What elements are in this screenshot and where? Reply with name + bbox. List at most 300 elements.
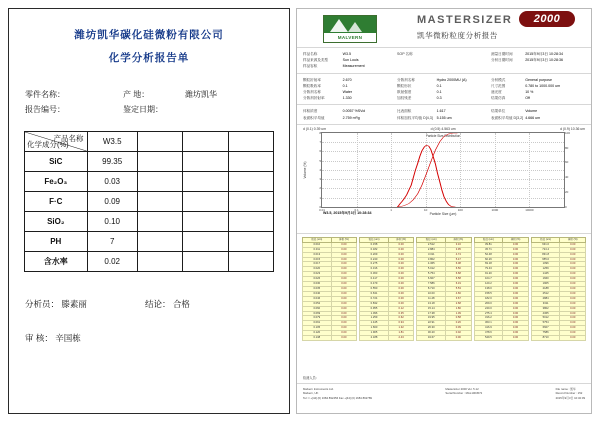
cell-size: 0.316 — [360, 267, 389, 272]
report-header — [297, 9, 591, 48]
residual-value: 0.3 — [436, 96, 442, 101]
cell-volume: 6.08 — [446, 262, 472, 267]
cell-volume: 0.00 — [388, 257, 414, 262]
cell-volume: 0.00 — [331, 272, 357, 277]
measure-datetime-value: 2015年9月3日 10:28:34 — [525, 52, 563, 56]
cell-volume: 0.00 — [503, 336, 529, 341]
particle-shape-value: 0.1 — [436, 83, 442, 88]
result-emulation-value: Off — [525, 96, 530, 101]
cell-size: 5754 — [531, 321, 560, 326]
cell-size: 10.00 — [417, 291, 446, 296]
cell-size: 30.20 — [417, 331, 446, 336]
row-value — [183, 252, 228, 272]
cell-size: 15.14 — [417, 306, 446, 311]
cell-size: 0.240 — [360, 257, 389, 262]
cell-size: 0.275 — [360, 262, 389, 267]
cell-volume: 0.00 — [503, 296, 529, 301]
cell-size: 8710 — [531, 336, 560, 341]
cell-volume: 0.94 — [388, 321, 414, 326]
cell-volume: 0.00 — [503, 331, 529, 336]
cell-volume: 0.00 — [331, 321, 357, 326]
cell-volume: 0.00 — [503, 272, 529, 277]
report-footer — [297, 383, 591, 413]
approver-label: 审 核： — [25, 333, 53, 343]
xtick: 0.01 — [319, 207, 325, 212]
cell-size: 182.0 — [474, 296, 503, 301]
footer-file — [556, 387, 585, 410]
cell-size: 0.417 — [360, 277, 389, 282]
cell-size: 0.026 — [303, 277, 332, 282]
cell-volume: 0.00 — [331, 262, 357, 267]
cell-size: 0.955 — [360, 306, 389, 311]
cell-size: 4.365 — [417, 262, 446, 267]
cell-volume: 1.32 — [388, 326, 414, 331]
particle-abs-value: 0.1 — [342, 83, 348, 88]
cell-volume: 4.74 — [446, 252, 472, 257]
cell-size: 240.0 — [474, 306, 503, 311]
cell-size: 39.81 — [474, 242, 503, 247]
ytick-left: 8 — [319, 130, 321, 135]
cell-volume: 0.00 — [331, 247, 357, 252]
field-row — [397, 51, 487, 57]
particle-size-chart — [297, 125, 591, 234]
scatter-value: 0.1 — [436, 90, 442, 95]
cell-volume: 0.00 — [388, 252, 414, 257]
approver-value: 辛国栋 — [55, 333, 81, 343]
cell-size: 1259 — [531, 267, 560, 272]
cell-size: 0.013 — [303, 252, 332, 257]
cell-volume: 0.00 — [560, 282, 586, 287]
table-header-row — [25, 132, 274, 152]
statistics-grid — [303, 108, 585, 120]
cell-volume: 2.68 — [446, 301, 472, 306]
field-row — [491, 57, 581, 63]
footer-line: Record Number : 152 — [555, 391, 583, 396]
ytick-left: 4 — [319, 167, 321, 172]
row-value: 0.03 — [87, 172, 137, 192]
cell-volume: 1.80 — [446, 306, 472, 311]
cell-volume: 0.00 — [560, 267, 586, 272]
statistics-block — [297, 105, 591, 124]
cell-size: 5.012 — [417, 267, 446, 272]
cell-volume: 0.00 — [331, 282, 357, 287]
cell-size: 2.188 — [360, 336, 389, 341]
cell-volume: 0.00 — [560, 247, 586, 252]
cell-volume: 0.00 — [560, 316, 586, 321]
ytick-right: 40 — [565, 175, 569, 180]
cell-size: 79.43 — [474, 267, 503, 272]
cell-volume: 0.00 — [503, 277, 529, 282]
col-volume: 体积 (%) — [446, 237, 472, 242]
x-axis-label: Particle Size (μm) — [429, 211, 457, 216]
table-row — [360, 336, 414, 341]
ytick-left: 2 — [319, 186, 321, 191]
cell-size: 0.724 — [360, 296, 389, 301]
chemical-analysis-report — [8, 8, 290, 414]
brand-badge: 2000 — [519, 11, 575, 27]
cell-volume: 0.00 — [560, 326, 586, 331]
sample-info-col-2 — [397, 51, 491, 70]
cell-size: 26.30 — [417, 326, 446, 331]
cell-volume: 0.00 — [388, 291, 414, 296]
cell-size: 91.20 — [474, 272, 503, 277]
field-row — [303, 63, 393, 69]
col-size: 粒径 (um) — [303, 237, 332, 242]
sample-info-block — [297, 48, 591, 74]
d90-value: 10.36 um — [570, 126, 585, 131]
row-value — [137, 232, 182, 252]
cell-size: 2.512 — [417, 242, 446, 247]
cell-volume: 0.00 — [331, 301, 357, 306]
cell-volume: 3.67 — [446, 296, 472, 301]
cell-size: 3.311 — [417, 252, 446, 257]
cell-volume: 0.00 — [503, 267, 529, 272]
table-row — [417, 336, 471, 341]
col-size: 粒径 (um) — [417, 237, 446, 242]
chart-curves — [322, 133, 564, 207]
parameters-col-mid — [397, 77, 491, 102]
cell-size: 1905 — [531, 282, 560, 287]
dispersant-ri-value: 1.330 — [342, 96, 352, 101]
cell-size: 0.120 — [303, 331, 332, 336]
cell-volume: 0.00 — [560, 257, 586, 262]
result-table-5 — [531, 237, 586, 341]
cell-size: 363.1 — [474, 321, 503, 326]
cell-volume: 0.00 — [503, 326, 529, 331]
sample-info-col-1 — [303, 51, 397, 70]
field-row — [491, 115, 581, 121]
cell-volume: 0.00 — [560, 286, 586, 291]
malvern-logo — [323, 15, 377, 43]
sample-source-label: 样品来源及类型 — [303, 58, 329, 63]
table-row — [474, 336, 528, 341]
cell-size: 724.4 — [531, 247, 560, 252]
conclusion-label: 结论： — [145, 299, 171, 309]
ytick-right: 20 — [565, 190, 569, 195]
col-volume: 体积 (%) — [503, 237, 529, 242]
cell-size: 0.158 — [360, 242, 389, 247]
header-value-2 — [137, 132, 182, 152]
cell-size: 0.015 — [303, 257, 332, 262]
cell-size: 416.9 — [474, 326, 503, 331]
chart-title: Particle Size Distribution — [425, 133, 461, 138]
d10-field — [303, 127, 326, 131]
d43-label: 体积加权平均值 D[4,3] — [397, 115, 433, 120]
cell-size: 0.832 — [360, 301, 389, 306]
ytick-left: 3 — [319, 177, 321, 182]
row-value — [183, 192, 228, 212]
cell-volume: 0.62 — [388, 316, 414, 321]
cell-size: 549.5 — [474, 336, 503, 341]
table-row — [25, 232, 274, 252]
cell-size: 2884 — [531, 296, 560, 301]
cell-volume: 0.00 — [388, 247, 414, 252]
row-label: Fe₂O₃ — [25, 172, 88, 192]
footer-line: 2015年9月3日 10:32:09 — [555, 395, 585, 400]
d10-label: d (0.1) — [303, 126, 313, 131]
footer-line: Mastersizer 2000 Ver. 5.12 — [445, 387, 479, 391]
cell-volume: 0.00 — [388, 242, 414, 247]
sample-info-grid — [303, 51, 585, 70]
cell-size: 0.035 — [303, 286, 332, 291]
table-row — [25, 252, 274, 272]
row-value — [228, 232, 273, 252]
statistics-col-right — [491, 108, 585, 120]
analyst-field — [25, 298, 145, 310]
d50-value: 4.563 um — [441, 126, 456, 131]
row-value — [137, 252, 182, 272]
cell-volume: 0.00 — [331, 286, 357, 291]
ytick-right: 80 — [565, 145, 569, 150]
cell-size: 1.660 — [360, 326, 389, 331]
xtick: 1000 — [491, 207, 499, 212]
cell-volume: 5.47 — [446, 257, 472, 262]
cell-size: 0.363 — [360, 272, 389, 277]
result-units-value: Volume — [525, 109, 538, 114]
cell-size: 0.479 — [360, 282, 389, 287]
dispersant-ri-label: 分散剂折射率 — [303, 96, 325, 101]
report-subtitle: 凯华微粉粒度分析报告 — [417, 31, 498, 40]
result-table-3 — [416, 237, 471, 341]
field-row — [303, 95, 393, 101]
cell-volume: 0.00 — [560, 272, 586, 277]
cell-volume: 6.58 — [446, 277, 472, 282]
result-table-1 — [302, 237, 357, 341]
origin-label: 产 地： — [123, 90, 150, 99]
row-value — [137, 212, 182, 232]
col-size: 粒径 (um) — [531, 237, 560, 242]
cell-volume: 0.00 — [503, 306, 529, 311]
approver-field — [25, 332, 273, 344]
xtick: 10 — [424, 207, 428, 212]
span-value: 1.617 — [436, 109, 446, 114]
cell-size: 0.010 — [303, 242, 332, 247]
table-row — [25, 192, 274, 212]
sample-info-col-3 — [491, 51, 585, 70]
sample-name-value: W3.5 — [342, 52, 351, 56]
d32-label: 表面积平均值 D[3,2] — [491, 115, 524, 120]
footer-line: Malvern, UK — [303, 391, 319, 396]
cell-volume: 0.00 — [560, 336, 586, 341]
cell-volume: 0.00 — [503, 252, 529, 257]
appraisal-date-label: 鉴定日期： — [123, 105, 163, 114]
ytick-right: 60 — [565, 160, 569, 165]
cell-size: 0.182 — [360, 247, 389, 252]
row-value: 0.09 — [87, 192, 137, 212]
cell-volume: 0.00 — [560, 306, 586, 311]
header-value-4 — [228, 132, 273, 152]
row-value: 0.10 — [87, 212, 137, 232]
xtick: 1 — [390, 207, 392, 212]
obscuration-value: 10 % — [525, 90, 534, 95]
cell-volume: 0.00 — [503, 291, 529, 296]
cell-size: 3802 — [531, 306, 560, 311]
field-row — [397, 115, 487, 121]
size-range-value: 0.780 to 1000.000 um — [525, 83, 561, 88]
cell-size: 34.67 — [417, 336, 446, 341]
row-value — [137, 192, 182, 212]
cell-volume: 0.00 — [560, 321, 586, 326]
xtick: 10000 — [525, 207, 534, 212]
cell-size: 0.550 — [360, 286, 389, 291]
cell-volume: 3.95 — [446, 247, 472, 252]
corner-header-cell — [25, 132, 88, 152]
cell-volume: 0.00 — [331, 296, 357, 301]
meta-row — [25, 102, 273, 117]
cell-size: 955.0 — [531, 257, 560, 262]
particle-ri-value: 2.670 — [342, 77, 352, 82]
cell-volume: 0.00 — [446, 336, 472, 341]
cell-size: 6607 — [531, 326, 560, 331]
mastersizer-report — [296, 8, 592, 414]
cell-size: 0.091 — [303, 321, 332, 326]
cell-size: 275.4 — [474, 311, 503, 316]
cell-volume: 0.00 — [388, 262, 414, 267]
cell-volume: 0.00 — [331, 331, 357, 336]
d43-value: 5.155 um — [436, 115, 452, 120]
cell-size: 13.18 — [417, 301, 446, 306]
cell-volume: 0.00 — [503, 242, 529, 247]
parameters-col-left — [303, 77, 397, 102]
cell-volume: 6.19 — [446, 282, 472, 287]
operator-note: 检测人员： — [303, 376, 319, 380]
analysis-model-value: General purpose — [525, 77, 552, 82]
residual-label: 加权残差 — [397, 96, 412, 101]
field-row — [491, 95, 581, 101]
cell-volume: 1.09 — [446, 311, 472, 316]
cell-volume: 1.81 — [388, 331, 414, 336]
dispersant-name-label: 分散剂名称 — [303, 90, 321, 95]
origin-value: 潍坊凯华 — [185, 90, 217, 99]
cell-size: 104.7 — [474, 277, 503, 282]
cell-size: 478.6 — [474, 331, 503, 336]
cell-size: 1.445 — [360, 321, 389, 326]
footer-line: File name : 凯华 — [555, 387, 576, 391]
row-value — [228, 212, 273, 232]
ytick-right: 0 — [565, 204, 567, 209]
cell-volume: 0.00 — [503, 247, 529, 252]
table-row — [25, 212, 274, 232]
cell-volume: 0.00 — [388, 267, 414, 272]
table-row — [25, 152, 274, 172]
cell-volume: 0.00 — [503, 321, 529, 326]
analysis-datetime-value: 2015年9月3日 10:28:36 — [525, 58, 563, 63]
sop-name-label: SOP 名称 — [397, 52, 413, 56]
cell-size: 0.020 — [303, 267, 332, 272]
conclusion-value: 合格 — [172, 299, 190, 309]
cell-size: 17.38 — [417, 311, 446, 316]
header-value-3 — [183, 132, 228, 152]
d10-value: 0.39 um — [313, 126, 327, 131]
parameters-col-right — [491, 77, 585, 102]
cell-size: 7.586 — [417, 282, 446, 287]
cell-size: 1.905 — [360, 331, 389, 336]
cell-size: 0.105 — [303, 326, 332, 331]
statistics-col-mid — [397, 108, 491, 120]
cell-volume: 0.00 — [388, 286, 414, 291]
cell-volume: 0.00 — [331, 242, 357, 247]
cell-volume: 0.00 — [388, 277, 414, 282]
sample-volume-label: 样品容积 — [303, 64, 318, 69]
measure-datetime-label: 测量日期时间 — [491, 52, 513, 56]
cell-volume: 0.00 — [560, 242, 586, 247]
cell-size: 52.48 — [474, 252, 503, 257]
cell-size: 5.754 — [417, 272, 446, 277]
specific-surface-value: 2.759 m²/g — [342, 115, 360, 120]
cell-volume: 4.66 — [446, 291, 472, 296]
cell-volume: 0.00 — [331, 316, 357, 321]
xtick: 0.1 — [354, 207, 359, 212]
cell-volume: 0.00 — [560, 296, 586, 301]
dispersant-name-value: Water — [342, 90, 353, 95]
cell-size: 0.046 — [303, 296, 332, 301]
appraisal-date-value — [185, 102, 273, 117]
cell-size: 120.2 — [474, 282, 503, 287]
part-name-label: 零件名称： — [25, 90, 65, 99]
row-value — [228, 252, 273, 272]
report-meta — [25, 87, 273, 117]
ytick-left: 7 — [319, 140, 321, 145]
cell-volume: 0.00 — [560, 311, 586, 316]
span-label: 比表面积 — [397, 109, 412, 114]
cell-size: 6.607 — [417, 277, 446, 282]
cell-size: 5012 — [531, 316, 560, 321]
row-label: SiO₂ — [25, 212, 88, 232]
size-range-label: 尺寸范围 — [491, 83, 506, 88]
cell-volume: 0.00 — [331, 277, 357, 282]
parameters-block — [297, 74, 591, 106]
cell-size: 138.0 — [474, 286, 503, 291]
footer-company — [303, 387, 372, 410]
cell-volume: 0.02 — [446, 331, 472, 336]
cell-volume: 0.00 — [560, 277, 586, 282]
chart-caption: W3.5, 2015年9月3日 10:28:34 — [323, 210, 372, 215]
cell-volume: 0.00 — [560, 291, 586, 296]
cell-volume: 0.00 — [388, 296, 414, 301]
row-value — [228, 192, 273, 212]
row-value: 0.02 — [87, 252, 137, 272]
specific-surface-label: 表面积平均值 — [303, 115, 325, 120]
d32-value: 4.666 um — [525, 115, 541, 120]
col-volume: 体积 (%) — [560, 237, 586, 242]
result-units-label: 结果单位 — [491, 109, 506, 114]
cell-size: 69.18 — [474, 262, 503, 267]
analyst-value: 滕素丽 — [61, 299, 87, 309]
cell-volume: 0.00 — [503, 301, 529, 306]
field-row — [303, 115, 393, 121]
cell-size: 4365 — [531, 311, 560, 316]
cell-volume: 0.00 — [331, 311, 357, 316]
page-title: 化学分析报告单 — [108, 52, 190, 64]
brand-title: MASTERSIZER — [417, 14, 513, 26]
header-value-1: W3.5 — [87, 132, 137, 152]
cell-size: 1660 — [531, 277, 560, 282]
cell-volume: 0.00 — [503, 316, 529, 321]
cell-size: 316.2 — [474, 316, 503, 321]
cell-size: 2188 — [531, 286, 560, 291]
result-table-4 — [474, 237, 529, 341]
cell-size: 60.26 — [474, 257, 503, 262]
sop-name-value — [437, 51, 487, 57]
statistics-col-left — [303, 108, 397, 120]
cell-volume: 0.00 — [388, 282, 414, 287]
cell-size: 0.040 — [303, 291, 332, 296]
table-row — [303, 336, 357, 341]
cell-size: 8.710 — [417, 286, 446, 291]
ytick-left: 0 — [319, 204, 321, 209]
row-value: 7 — [87, 232, 137, 252]
composition-label: 化学成分(%) — [27, 140, 69, 149]
